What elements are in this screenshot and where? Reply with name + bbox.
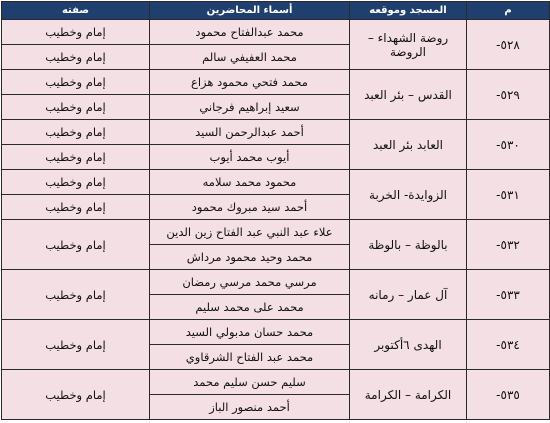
table-row	[2, 370, 550, 395]
lecturer-role: إمام وخطيب	[2, 120, 150, 145]
lecturer-name: محمد حسان مدبولي السيد	[150, 320, 350, 345]
lecturer-name: محمود محمد سلامه	[150, 170, 350, 195]
row-number: ٥٣٢-	[467, 220, 550, 270]
mosque-cell: الكرامة – الكرامة	[350, 370, 467, 420]
header-num: م	[467, 2, 550, 20]
header-names: أسماء المحاضرين	[150, 2, 350, 20]
row-number: ٥٣٣-	[467, 270, 550, 320]
mosque-cell: بالوظة – بالوظة	[350, 220, 467, 270]
lecturer-role: إمام وخطيب	[2, 270, 150, 320]
lecturer-role: إمام وخطيب	[2, 95, 150, 120]
mosque-cell: روضة الشهداء – الروضة	[350, 20, 467, 70]
lecturer-name: أيوب محمد أيوب	[150, 145, 350, 170]
table-row	[2, 20, 550, 45]
table-row	[2, 170, 550, 195]
row-number: ٥٣٠-	[467, 120, 550, 170]
lecturer-name: سليم حسن سليم محمد	[150, 370, 350, 395]
table-row	[2, 220, 550, 245]
lecturer-role: إمام وخطيب	[2, 70, 150, 95]
table-row	[2, 320, 550, 345]
row-number: ٥٣٥-	[467, 370, 550, 420]
header-mosque: المسجد وموقعه	[350, 2, 467, 20]
lecturer-name: محمد عبد الفتاح الشرقاوي	[150, 345, 350, 370]
table-row	[2, 70, 550, 95]
lecturer-role: إمام وخطيب	[2, 320, 150, 370]
row-number: ٥٢٨-	[467, 20, 550, 70]
lecturer-name: علاء عبد النبي عبد الفتاح زين الدين	[150, 220, 350, 245]
lecturer-role: إمام وخطيب	[2, 195, 150, 220]
mosque-cell: الهدى ٦أكتوبر	[350, 320, 467, 370]
mosque-cell: آل عمار – رمانه	[350, 270, 467, 320]
lecturer-name: سعيد إبراهيم فرجاني	[150, 95, 350, 120]
lecturer-name: أحمد سيد مبروك محمود	[150, 195, 350, 220]
lecturer-name: محمد على محمد سليم	[150, 295, 350, 320]
mosque-cell: العابد بئر العبد	[350, 120, 467, 170]
lecturer-name: أحمد منصور الباز	[150, 395, 350, 420]
mosque-cell: الزوايدة- الخربة	[350, 170, 467, 220]
mosque-cell: القدس – بئر العبد	[350, 70, 467, 120]
lecturer-name: أحمد عبدالرحمن السيد	[150, 120, 350, 145]
lecturer-name: محمد عبدالفتاح محمود	[150, 20, 350, 45]
lecturer-role: إمام وخطيب	[2, 220, 150, 270]
lecturer-role: إمام وخطيب	[2, 20, 150, 45]
row-number: ٥٢٩-	[467, 70, 550, 120]
row-number: ٥٣٤-	[467, 320, 550, 370]
lecturers-table	[1, 1, 550, 420]
lecturer-name: محمد فتحي محمود هزاع	[150, 70, 350, 95]
table-row	[2, 120, 550, 145]
header-role: صفته	[2, 2, 150, 20]
lecturer-name: مرسي محمد مرسي رمضان	[150, 270, 350, 295]
lecturer-role: إمام وخطيب	[2, 170, 150, 195]
header-row	[2, 2, 550, 20]
lecturer-name: محمد وحيد محمود مرداش	[150, 245, 350, 270]
lecturer-role: إمام وخطيب	[2, 145, 150, 170]
lecturer-name: محمد العفيفي سالم	[150, 45, 350, 70]
table-row	[2, 270, 550, 295]
row-number: ٥٣١-	[467, 170, 550, 220]
lecturer-role: إمام وخطيب	[2, 370, 150, 420]
lecturer-role: إمام وخطيب	[2, 45, 150, 70]
